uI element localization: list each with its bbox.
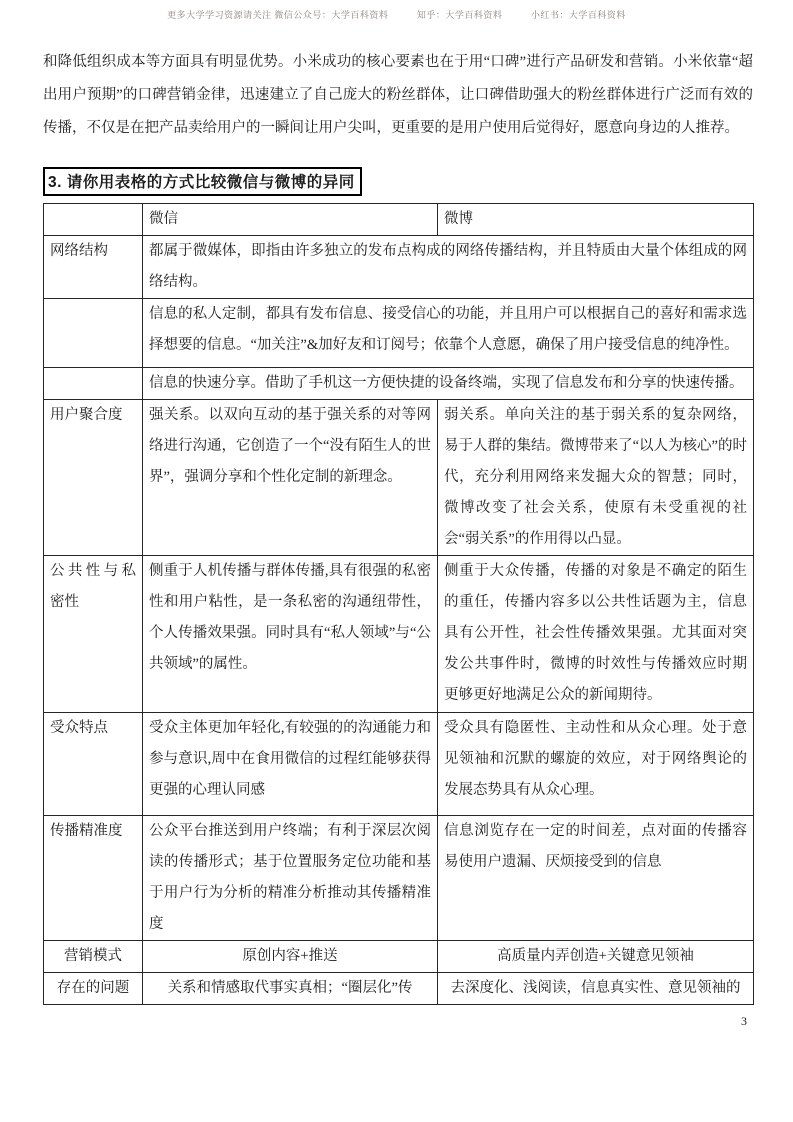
table-row-user-aggregation [44,400,754,556]
row-label-cell: 网络结构 [44,236,143,299]
wechat-cell: 原创内容+推送 [143,941,438,973]
table-row-precision [44,816,754,941]
header-note: 更多大学学习资源请关注 微信公众号：大学百科资料 知乎：大学百科资料 小红书：大学百科资料 [167,10,626,20]
table-row-audience-traits [44,713,754,816]
wechat-cell: 公众平台推送到用户终端；有利于深层次阅读的传播形式；基于位置服务定位功能和基于用户行为分析的精准分析推动其传播精准度 [143,816,438,941]
table-row-private-customization [44,299,754,368]
table-row-public-private [44,556,754,713]
wechat-cell: 侧重于人机传播与群体传播,具有很强的私密性和用户粘性，是一条私密的沟通纽带性，个人传播效果强。同时具有“私人领域”与“公共领域”的属性。 [143,556,438,713]
merged-cell: 都属于微媒体，即指由许多独立的发布点构成的网络传播结构，并且特质由大量个体组成的网络结构。 [143,236,754,299]
table-row-network-structure [44,236,754,299]
table-row-existing-problems [44,973,754,1005]
merged-cell: 信息的快速分享。借助了手机这一方便快捷的设备终端，实现了信息发布和分享的快速传播。 [143,368,754,400]
row-label-cell: 公共性与私密性 [44,556,143,713]
corner-cell [44,204,143,236]
col-header-wechat: 微信 [143,204,438,236]
body-paragraph: 和降低组织成本等方面具有明显优势。小米成功的核心要素也在于用“口碑”进行产品研发和营销。小米依靠“超出用户预期”的口碑营销金律，迅速建立了自己庞大的粉丝群体，让口碑借助强大的粉丝群体进行广泛而有效的传播，不仅是在把产品卖给用户的一瞬间让用户尖叫，更重要的是用户使用后觉得好，愿意向身边的人推荐。 [43,54,753,136]
table-header-row [44,204,754,236]
weibo-cell: 信息浏览存在一定的时间差，点对面的传播容易使用户遗漏、厌烦接受到的信息 [438,816,754,941]
table-row-marketing-mode [44,941,754,973]
weibo-cell: 侧重于大众传播，传播的对象是不确定的陌生的重任，传播内容多以公共性话题为主，信息具有公开性，社会性传播效果强。尤其面对突发公共事件时，微博的时效性与传播效应时期更够更好地满足公众的新闻期待。 [438,556,754,713]
page-number: 3 [741,1014,747,1028]
wechat-cell: 受众主体更加年轻化,有较强的的沟通能力和参与意识,周中在食用微信的过程红能够获得更强的心理认同感 [143,713,438,816]
row-label-cell: 营销模式 [44,941,143,973]
col-header-weibo: 微博 [438,204,754,236]
merged-cell: 信息的私人定制，都具有发布信息、接受信心的功能，并且用户可以根据自己的喜好和需求选择想要的信息。“加关注”&加好友和订阅号；依靠个人意愿，确保了用户接受信息的纯净性。 [143,299,754,368]
wechat-cell: 强关系。以双向互动的基于强关系的对等网络进行沟通，它创造了一个“没有陌生人的世界”，强调分享和个性化定制的新理念。 [143,400,438,556]
row-label-cell [44,299,143,368]
row-label-cell: 受众特点 [44,713,143,816]
weibo-cell: 高质量内弄创造+关键意见领袖 [438,941,754,973]
weibo-cell: 受众具有隐匿性、主动性和从众心理。处于意见领袖和沉默的螺旋的效应，对于网络舆论的发展态势具有从众心理。 [438,713,754,816]
weibo-cell: 弱关系。单向关注的基于弱关系的复杂网络，易于人群的集结。微博带来了“以人为核心”的时代，充分利用网络来发掘大众的智慧；同时，微博改变了社会关系，使原有未受重视的社会“弱关系”的作用得以凸显。 [438,400,754,556]
wechat-cell: 关系和情感取代事实真相；“圈层化”传 [143,973,438,1005]
row-label-cell: 用户聚合度 [44,400,143,556]
table-row-quick-share [44,368,754,400]
row-label-cell: 存在的问题 [44,973,143,1005]
row-label-cell [44,368,143,400]
comparison-table [43,203,754,1005]
section-heading: 3. 请你用表格的方式比较微信与微博的异同 [43,167,362,196]
row-label-cell: 传播精准度 [44,816,143,941]
weibo-cell: 去深度化、浅阅读，信息真实性、意见领袖的 [438,973,754,1005]
